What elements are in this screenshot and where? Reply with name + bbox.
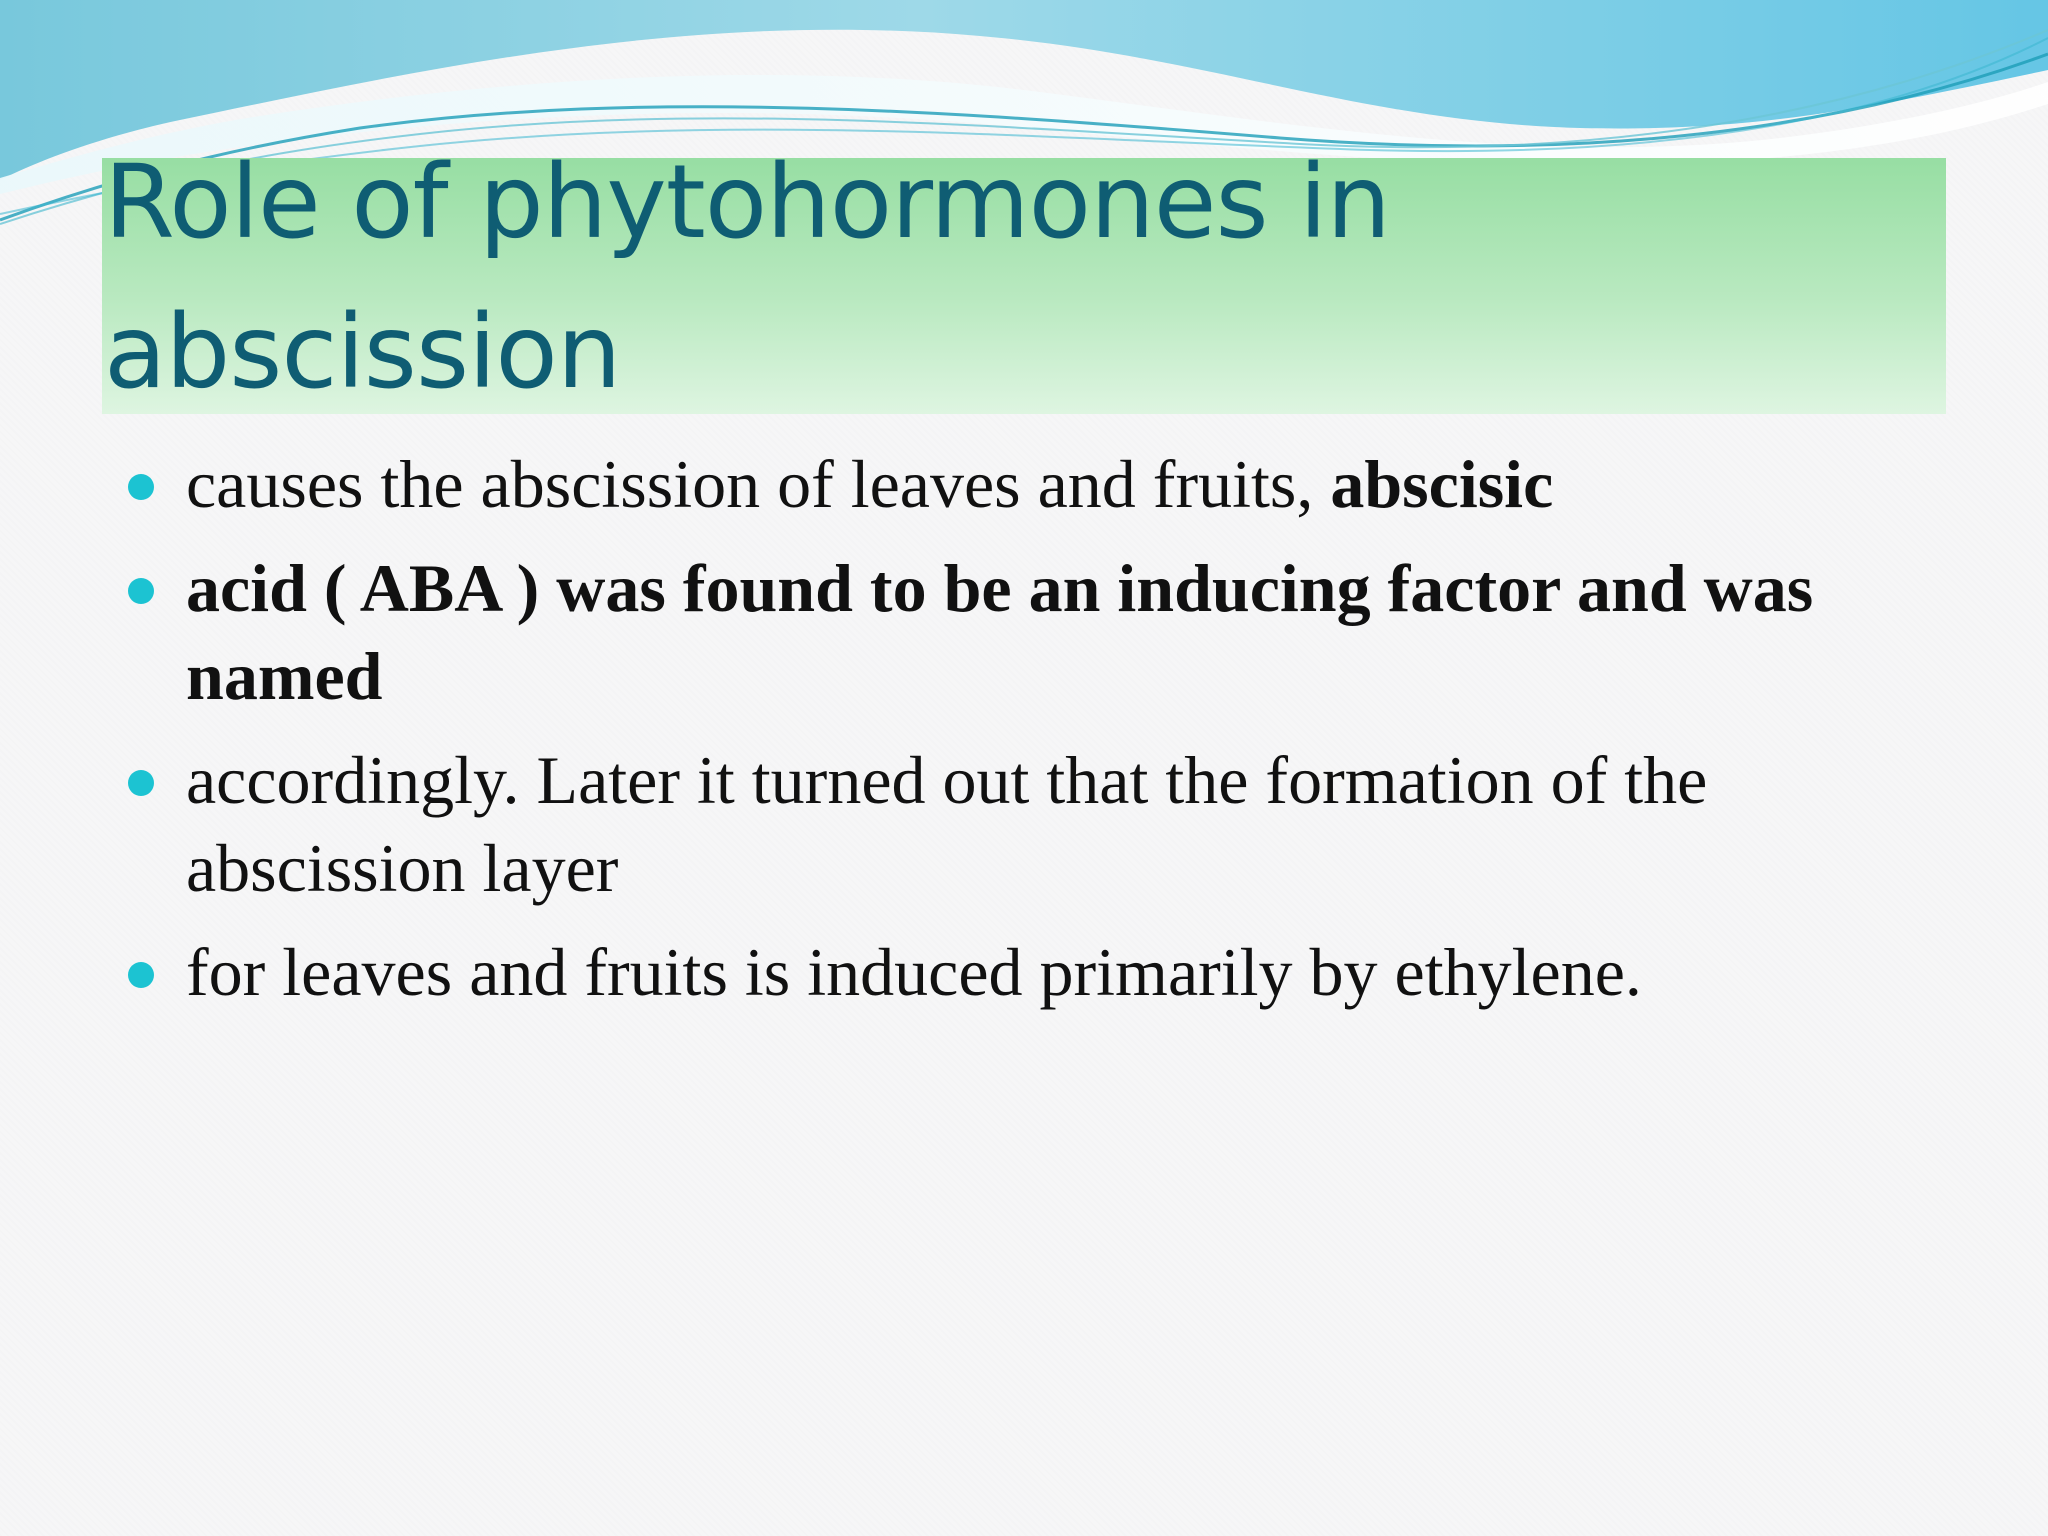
bullet-dot-icon — [128, 962, 154, 988]
bullet-text-bold: abscisic — [1330, 446, 1554, 522]
bullet-text-bold: acid ( ABA ) was found to be an inducing factor and was named — [186, 550, 1814, 714]
slide-title: Role of phytohormones in abscission — [104, 143, 1391, 412]
bullet-item-3 — [128, 736, 1908, 912]
bullet-dot-icon — [128, 474, 154, 500]
bullet-dot-icon — [128, 770, 154, 796]
bullet-item-1 — [128, 440, 1908, 528]
bullet-item-4 — [128, 928, 1908, 1016]
bullet-text-normal: causes the abscission of leaves and fruits, — [186, 446, 1331, 522]
bullet-text-normal: accordingly. Later it turned out that the formation of the abscission layer — [186, 742, 1708, 906]
bullet-text-normal: for leaves and fruits is induced primarily by ethylene. — [186, 934, 1642, 1010]
bullet-item-2 — [128, 544, 1908, 720]
bullet-list — [128, 440, 1908, 1032]
bullet-dot-icon — [128, 578, 154, 604]
